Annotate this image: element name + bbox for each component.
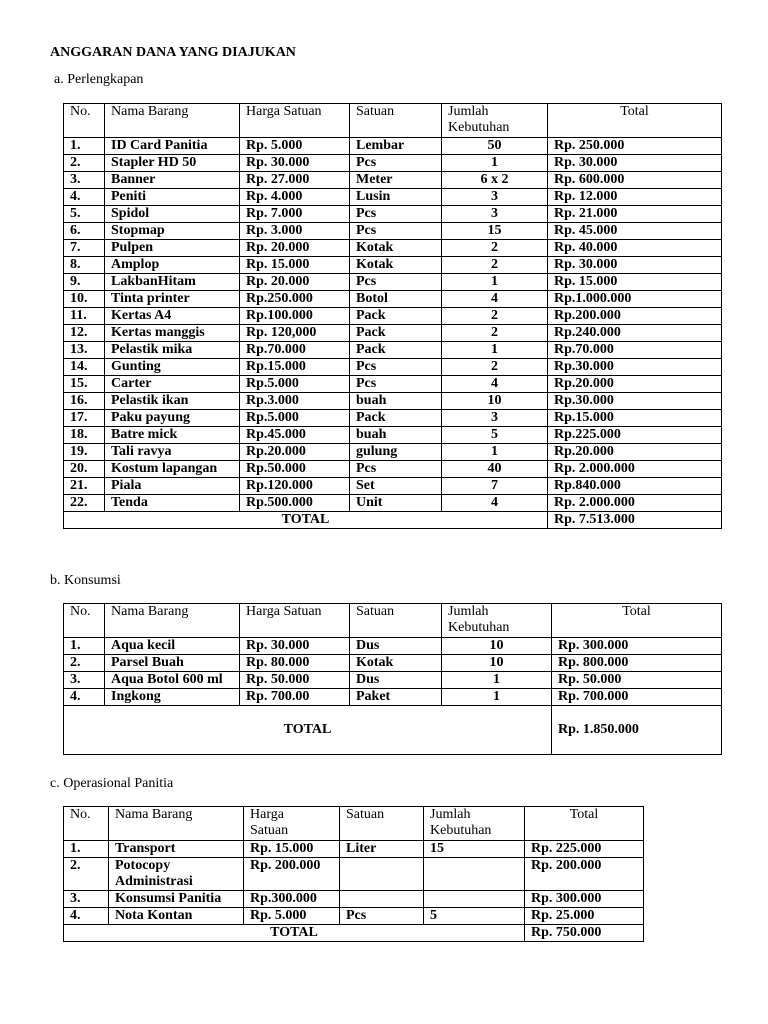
cell-jumlah: 7 bbox=[442, 478, 548, 495]
cell-no: 4. bbox=[64, 689, 105, 706]
cell-harga-satuan: Rp. 20.000 bbox=[240, 240, 350, 257]
table-row bbox=[64, 308, 722, 325]
cell-harga-satuan: Rp. 200.000 bbox=[244, 858, 340, 891]
cell-harga-satuan: Rp. 3.000 bbox=[240, 223, 350, 240]
cell-harga-satuan: Rp. 120,000 bbox=[240, 325, 350, 342]
col-total: Total bbox=[525, 807, 644, 841]
cell-satuan: Pcs bbox=[350, 223, 442, 240]
cell-nama-barang: Stopmap bbox=[105, 223, 240, 240]
cell-nama-barang: Aqua kecil bbox=[105, 638, 240, 655]
cell-harga-satuan: Rp. 4.000 bbox=[240, 189, 350, 206]
table-row bbox=[64, 908, 644, 925]
col-satuan: Satuan bbox=[340, 807, 424, 841]
cell-satuan: Dus bbox=[350, 672, 442, 689]
cell-nama-barang: Gunting bbox=[105, 359, 240, 376]
cell-nama-barang: Batre mick bbox=[105, 427, 240, 444]
cell-nama-barang: Tinta printer bbox=[105, 291, 240, 308]
cell-satuan: Paket bbox=[350, 689, 442, 706]
cell-jumlah: 3 bbox=[442, 206, 548, 223]
cell-nama-barang: Tenda bbox=[105, 495, 240, 512]
table-row bbox=[64, 274, 722, 291]
cell-nama-barang: ID Card Panitia bbox=[105, 138, 240, 155]
table-row bbox=[64, 325, 722, 342]
cell-total: Rp.225.000 bbox=[548, 427, 722, 444]
cell-no: 15. bbox=[64, 376, 105, 393]
cell-jumlah: 2 bbox=[442, 308, 548, 325]
cell-no: 2. bbox=[64, 858, 109, 891]
cell-jumlah bbox=[424, 891, 525, 908]
table-row bbox=[64, 655, 722, 672]
cell-nama-barang: Pelastik ikan bbox=[105, 393, 240, 410]
table-row bbox=[64, 427, 722, 444]
cell-no: 3. bbox=[64, 672, 105, 689]
col-jumlah-kebutuhan: Jumlah Kebutuhan bbox=[424, 807, 525, 841]
cell-total: Rp.30.000 bbox=[548, 393, 722, 410]
cell-harga-satuan: Rp. 30.000 bbox=[240, 155, 350, 172]
table-row bbox=[64, 172, 722, 189]
col-no: No. bbox=[64, 604, 105, 638]
cell-satuan: Kotak bbox=[350, 257, 442, 274]
cell-total: Rp. 2.000.000 bbox=[548, 495, 722, 512]
cell-satuan: Pcs bbox=[340, 908, 424, 925]
cell-satuan: Botol bbox=[350, 291, 442, 308]
table-row bbox=[64, 342, 722, 359]
cell-no: 3. bbox=[64, 891, 109, 908]
cell-jumlah: 1 bbox=[442, 672, 552, 689]
cell-no: 6. bbox=[64, 223, 105, 240]
cell-total: Rp. 700.000 bbox=[552, 689, 722, 706]
cell-total: Rp.1.000.000 bbox=[548, 291, 722, 308]
table-row bbox=[64, 689, 722, 706]
cell-satuan: Meter bbox=[350, 172, 442, 189]
cell-nama-barang: Banner bbox=[105, 172, 240, 189]
cell-jumlah: 1 bbox=[442, 444, 548, 461]
cell-nama-barang: LakbanHitam bbox=[105, 274, 240, 291]
cell-harga-satuan: Rp.300.000 bbox=[244, 891, 340, 908]
cell-nama-barang: Spidol bbox=[105, 206, 240, 223]
grand-total-value: Rp. 7.513.000 bbox=[548, 512, 722, 529]
cell-nama-barang: Ingkong bbox=[105, 689, 240, 706]
cell-satuan: Dus bbox=[350, 638, 442, 655]
cell-satuan: Pcs bbox=[350, 155, 442, 172]
cell-no: 3. bbox=[64, 172, 105, 189]
cell-jumlah: 3 bbox=[442, 410, 548, 427]
cell-jumlah: 2 bbox=[442, 257, 548, 274]
cell-jumlah bbox=[424, 858, 525, 891]
cell-satuan: Pcs bbox=[350, 461, 442, 478]
table-row bbox=[64, 858, 644, 891]
cell-jumlah: 4 bbox=[442, 291, 548, 308]
col-nama-barang: Nama Barang bbox=[105, 604, 240, 638]
col-harga-satuan: Harga Satuan bbox=[240, 104, 350, 138]
col-total: Total bbox=[552, 604, 722, 638]
cell-jumlah: 2 bbox=[442, 240, 548, 257]
section-b-heading: b. Konsumsi bbox=[50, 573, 121, 588]
cell-total: Rp. 250.000 bbox=[548, 138, 722, 155]
cell-total: Rp. 30.000 bbox=[548, 257, 722, 274]
cell-nama-barang: Potocopy Administrasi bbox=[109, 858, 244, 891]
cell-total: Rp.200.000 bbox=[548, 308, 722, 325]
cell-jumlah: 40 bbox=[442, 461, 548, 478]
cell-no: 1. bbox=[64, 841, 109, 858]
cell-no: 14. bbox=[64, 359, 105, 376]
cell-harga-satuan: Rp. 30.000 bbox=[240, 638, 350, 655]
cell-jumlah: 1 bbox=[442, 689, 552, 706]
cell-no: 4. bbox=[64, 189, 105, 206]
table-row bbox=[64, 393, 722, 410]
cell-no: 16. bbox=[64, 393, 105, 410]
table-row bbox=[64, 444, 722, 461]
table-row bbox=[64, 189, 722, 206]
cell-harga-satuan: Rp.15.000 bbox=[240, 359, 350, 376]
cell-harga-satuan: Rp.3.000 bbox=[240, 393, 350, 410]
cell-jumlah: 4 bbox=[442, 376, 548, 393]
cell-no: 7. bbox=[64, 240, 105, 257]
cell-satuan: Liter bbox=[340, 841, 424, 858]
col-satuan: Satuan bbox=[350, 104, 442, 138]
cell-no: 10. bbox=[64, 291, 105, 308]
cell-jumlah: 1 bbox=[442, 274, 548, 291]
cell-satuan: gulung bbox=[350, 444, 442, 461]
cell-no: 12. bbox=[64, 325, 105, 342]
cell-harga-satuan: Rp. 15.000 bbox=[240, 257, 350, 274]
cell-satuan: buah bbox=[350, 393, 442, 410]
total-label: TOTAL bbox=[64, 512, 548, 529]
cell-total: Rp.20.000 bbox=[548, 444, 722, 461]
table-row bbox=[64, 410, 722, 427]
cell-satuan: Pcs bbox=[350, 274, 442, 291]
cell-harga-satuan: Rp.20.000 bbox=[240, 444, 350, 461]
cell-no: 4. bbox=[64, 908, 109, 925]
document-title: ANGGARAN DANA YANG DIAJUKAN bbox=[50, 45, 296, 60]
cell-no: 17. bbox=[64, 410, 105, 427]
cell-total: Rp. 2.000.000 bbox=[548, 461, 722, 478]
cell-jumlah: 2 bbox=[442, 359, 548, 376]
cell-satuan: Pack bbox=[350, 410, 442, 427]
cell-total: Rp.70.000 bbox=[548, 342, 722, 359]
col-nama-barang: Nama Barang bbox=[105, 104, 240, 138]
cell-satuan bbox=[340, 891, 424, 908]
cell-nama-barang: Tali ravya bbox=[105, 444, 240, 461]
cell-jumlah: 10 bbox=[442, 393, 548, 410]
cell-no: 1. bbox=[64, 638, 105, 655]
total-row bbox=[64, 925, 644, 942]
cell-satuan: Pcs bbox=[350, 206, 442, 223]
table-row bbox=[64, 257, 722, 274]
cell-harga-satuan: Rp. 700.00 bbox=[240, 689, 350, 706]
cell-total: Rp. 21.000 bbox=[548, 206, 722, 223]
cell-nama-barang: Peniti bbox=[105, 189, 240, 206]
cell-satuan: Pcs bbox=[350, 359, 442, 376]
cell-jumlah: 15 bbox=[442, 223, 548, 240]
cell-no: 18. bbox=[64, 427, 105, 444]
cell-harga-satuan: Rp.5.000 bbox=[240, 376, 350, 393]
cell-harga-satuan: Rp. 27.000 bbox=[240, 172, 350, 189]
cell-no: 1. bbox=[64, 138, 105, 155]
cell-satuan: Pcs bbox=[350, 376, 442, 393]
cell-jumlah: 5 bbox=[424, 908, 525, 925]
col-satuan: Satuan bbox=[350, 604, 442, 638]
total-row bbox=[64, 512, 722, 529]
cell-satuan: Lusin bbox=[350, 189, 442, 206]
konsumsi-table bbox=[63, 603, 722, 755]
cell-jumlah: 3 bbox=[442, 189, 548, 206]
table-row bbox=[64, 461, 722, 478]
cell-no: 19. bbox=[64, 444, 105, 461]
table-row bbox=[64, 495, 722, 512]
cell-satuan: Pack bbox=[350, 325, 442, 342]
cell-nama-barang: Nota Kontan bbox=[109, 908, 244, 925]
cell-satuan: Kotak bbox=[350, 655, 442, 672]
table-row bbox=[64, 891, 644, 908]
cell-no: 21. bbox=[64, 478, 105, 495]
cell-harga-satuan: Rp.5.000 bbox=[240, 410, 350, 427]
cell-jumlah: 10 bbox=[442, 638, 552, 655]
cell-harga-satuan: Rp.100.000 bbox=[240, 308, 350, 325]
cell-total: Rp. 600.000 bbox=[548, 172, 722, 189]
cell-total: Rp. 200.000 bbox=[525, 858, 644, 891]
cell-satuan: Lembar bbox=[350, 138, 442, 155]
cell-jumlah: 1 bbox=[442, 342, 548, 359]
col-harga-satuan: Harga Satuan bbox=[240, 604, 350, 638]
cell-harga-satuan: Rp. 5.000 bbox=[240, 138, 350, 155]
table-row bbox=[64, 478, 722, 495]
cell-no: 2. bbox=[64, 655, 105, 672]
cell-jumlah: 15 bbox=[424, 841, 525, 858]
cell-satuan: Pack bbox=[350, 342, 442, 359]
cell-total: Rp.20.000 bbox=[548, 376, 722, 393]
col-total: Total bbox=[548, 104, 722, 138]
cell-satuan: Pack bbox=[350, 308, 442, 325]
cell-total: Rp. 50.000 bbox=[552, 672, 722, 689]
table-row bbox=[64, 359, 722, 376]
cell-total: Rp. 300.000 bbox=[525, 891, 644, 908]
col-jumlah-kebutuhan: Jumlah Kebutuhan bbox=[442, 104, 548, 138]
cell-jumlah: 50 bbox=[442, 138, 548, 155]
cell-nama-barang: Konsumsi Panitia bbox=[109, 891, 244, 908]
table-row bbox=[64, 638, 722, 655]
cell-jumlah: 1 bbox=[442, 155, 548, 172]
cell-nama-barang: Kostum lapangan bbox=[105, 461, 240, 478]
cell-harga-satuan: Rp. 20.000 bbox=[240, 274, 350, 291]
cell-no: 9. bbox=[64, 274, 105, 291]
cell-total: Rp.30.000 bbox=[548, 359, 722, 376]
cell-total: Rp. 300.000 bbox=[552, 638, 722, 655]
table-row bbox=[64, 291, 722, 308]
table-row bbox=[64, 138, 722, 155]
total-label: TOTAL bbox=[64, 925, 525, 942]
cell-satuan: Set bbox=[350, 478, 442, 495]
cell-nama-barang: Pulpen bbox=[105, 240, 240, 257]
table-row bbox=[64, 223, 722, 240]
cell-nama-barang: Transport bbox=[109, 841, 244, 858]
cell-nama-barang: Parsel Buah bbox=[105, 655, 240, 672]
table-row bbox=[64, 376, 722, 393]
cell-total: Rp. 225.000 bbox=[525, 841, 644, 858]
cell-harga-satuan: Rp. 50.000 bbox=[240, 672, 350, 689]
cell-no: 5. bbox=[64, 206, 105, 223]
cell-total: Rp. 12.000 bbox=[548, 189, 722, 206]
cell-nama-barang: Aqua Botol 600 ml bbox=[105, 672, 240, 689]
cell-nama-barang: Piala bbox=[105, 478, 240, 495]
cell-total: Rp.840.000 bbox=[548, 478, 722, 495]
cell-harga-satuan: Rp.50.000 bbox=[240, 461, 350, 478]
cell-nama-barang: Paku payung bbox=[105, 410, 240, 427]
table-row bbox=[64, 672, 722, 689]
cell-total: Rp. 45.000 bbox=[548, 223, 722, 240]
cell-total: Rp.15.000 bbox=[548, 410, 722, 427]
cell-total: Rp. 40.000 bbox=[548, 240, 722, 257]
col-nama-barang: Nama Barang bbox=[109, 807, 244, 841]
perlengkapan-table bbox=[63, 103, 722, 529]
cell-no: 8. bbox=[64, 257, 105, 274]
section-a-heading: a. Perlengkapan bbox=[54, 72, 144, 87]
cell-harga-satuan: Rp. 15.000 bbox=[244, 841, 340, 858]
cell-total: Rp. 25.000 bbox=[525, 908, 644, 925]
cell-nama-barang: Stapler HD 50 bbox=[105, 155, 240, 172]
cell-harga-satuan: Rp.45.000 bbox=[240, 427, 350, 444]
cell-total: Rp. 15.000 bbox=[548, 274, 722, 291]
cell-nama-barang: Pelastik mika bbox=[105, 342, 240, 359]
cell-total: Rp. 800.000 bbox=[552, 655, 722, 672]
cell-jumlah: 5 bbox=[442, 427, 548, 444]
total-row bbox=[64, 706, 722, 755]
cell-no: 2. bbox=[64, 155, 105, 172]
cell-jumlah: 10 bbox=[442, 655, 552, 672]
cell-satuan: buah bbox=[350, 427, 442, 444]
cell-harga-satuan: Rp.70.000 bbox=[240, 342, 350, 359]
total-label: TOTAL bbox=[64, 706, 552, 755]
cell-harga-satuan: Rp.500.000 bbox=[240, 495, 350, 512]
cell-no: 11. bbox=[64, 308, 105, 325]
section-c-heading: c. Operasional Panitia bbox=[50, 776, 174, 791]
cell-harga-satuan: Rp.250.000 bbox=[240, 291, 350, 308]
cell-jumlah: 4 bbox=[442, 495, 548, 512]
table-row bbox=[64, 155, 722, 172]
cell-jumlah: 6 x 2 bbox=[442, 172, 548, 189]
cell-nama-barang: Amplop bbox=[105, 257, 240, 274]
col-no: No. bbox=[64, 104, 105, 138]
cell-no: 20. bbox=[64, 461, 105, 478]
table-row bbox=[64, 841, 644, 858]
operasional-table bbox=[63, 806, 644, 942]
cell-satuan bbox=[340, 858, 424, 891]
cell-harga-satuan: Rp.120.000 bbox=[240, 478, 350, 495]
table-row bbox=[64, 206, 722, 223]
col-harga-satuan: Harga Satuan bbox=[244, 807, 340, 841]
col-no: No. bbox=[64, 807, 109, 841]
table-row bbox=[64, 240, 722, 257]
grand-total-value: Rp. 750.000 bbox=[525, 925, 644, 942]
col-jumlah-kebutuhan: Jumlah Kebutuhan bbox=[442, 604, 552, 638]
cell-nama-barang: Carter bbox=[105, 376, 240, 393]
cell-no: 22. bbox=[64, 495, 105, 512]
cell-total: Rp.240.000 bbox=[548, 325, 722, 342]
cell-jumlah: 2 bbox=[442, 325, 548, 342]
grand-total-value: Rp. 1.850.000 bbox=[552, 706, 722, 755]
cell-harga-satuan: Rp. 7.000 bbox=[240, 206, 350, 223]
cell-satuan: Kotak bbox=[350, 240, 442, 257]
cell-harga-satuan: Rp. 80.000 bbox=[240, 655, 350, 672]
cell-nama-barang: Kertas manggis bbox=[105, 325, 240, 342]
cell-nama-barang: Kertas A4 bbox=[105, 308, 240, 325]
cell-satuan: Unit bbox=[350, 495, 442, 512]
cell-total: Rp. 30.000 bbox=[548, 155, 722, 172]
cell-no: 13. bbox=[64, 342, 105, 359]
cell-harga-satuan: Rp. 5.000 bbox=[244, 908, 340, 925]
